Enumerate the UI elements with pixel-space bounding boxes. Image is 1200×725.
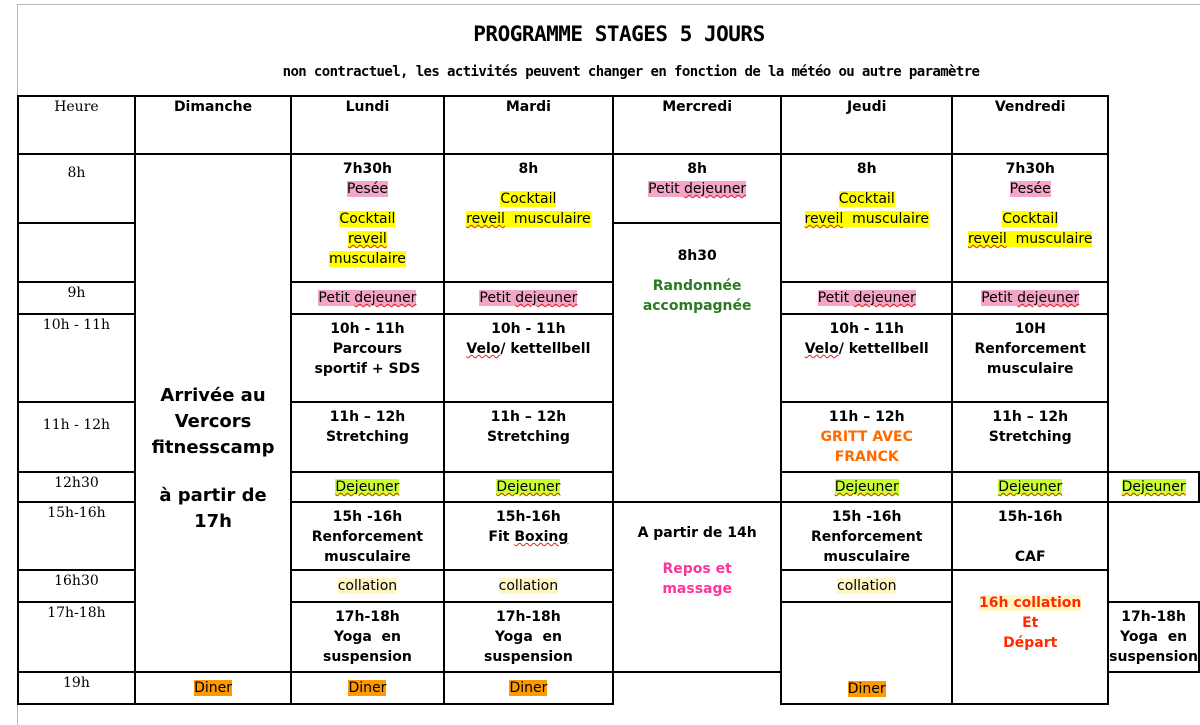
vendredi-caf: CAF [1014,549,1046,565]
mardi-17h-line1: Yoga en [494,629,562,645]
mercredi-diner: Diner [847,681,886,697]
mardi-8h-time: 8h [518,161,539,177]
mardi-16h30-cell [444,570,614,602]
day-header-mardi: Mardi [444,96,614,154]
mardi-boxing: Boxing [514,529,569,545]
jeudi-9h-cell [781,282,952,314]
hour-16h30: 16h30 [18,570,135,602]
vendredi-11h-cell [952,402,1108,472]
hour-11h: 11h - 12h [18,402,135,472]
jeudi-reveil: reveil [804,211,844,227]
jeudi-diner: Diner [509,680,548,696]
lundi-10h-line2: sportif + SDS [314,361,421,377]
jeudi-cocktail: Cocktail [838,191,895,207]
mardi-musculaire: musculaire [513,211,591,227]
mercredi-rando-time: 8h30 [677,248,717,264]
lundi-collation: collation [337,578,398,594]
jeudi-17h-line2: suspension [1109,649,1198,665]
arrival-line-1: Arrivée au [160,385,266,406]
hour-8h-spacer [18,223,135,282]
lundi-diner: Diner [194,680,232,696]
vendredi-10h-time: 10H [1014,321,1046,337]
vendredi-depart-line3: Départ [1003,635,1058,651]
vendredi-15h-time: 15h-16h [997,509,1063,525]
vendredi-12h30-cell [1108,472,1199,502]
mardi-8h-cell [444,154,614,282]
mardi-velo: Velo [466,341,501,357]
hour-19h: 19h [18,672,135,704]
lundi-11h-cell [291,402,443,472]
lundi-musculaire: musculaire [329,251,406,267]
jeudi-11h-cell [781,402,952,472]
jeudi-15h-line1: Renforcement [811,529,923,545]
lundi-11h-time: 11h – 12h [329,409,406,425]
mardi-11h-time: 11h – 12h [490,409,567,425]
vendredi-9h-cell [952,282,1108,314]
jeudi-petit-dejeuner: Petit dejeuner [817,290,916,306]
lundi-15h-line2: musculaire [324,549,411,565]
lundi-17h-line1: Yoga en [333,629,401,645]
arrival-line-3: fitnesscamp [151,437,275,458]
vendredi-dejeuner: Dejeuner [1121,479,1186,495]
lundi-reveil: reveil [348,231,387,247]
lundi-9h-cell [291,282,443,314]
header-row [18,96,1199,154]
jeudi-collation: collation [837,578,897,594]
jeudi-musculaire: musculaire [852,211,929,227]
lundi-15h-cell [291,502,443,570]
mardi-kettellbell: / kettellbell [500,341,591,357]
mardi-17h-cell [444,602,614,672]
day-header-lundi: Lundi [291,96,443,154]
jeudi-8h-time: 8h [856,161,877,177]
jeudi-velo: Velo [804,341,839,357]
lundi-19h-cell [135,672,291,704]
lundi-10h-time: 10h - 11h [330,321,405,337]
lundi-17h-time: 17h-18h [335,609,400,625]
jeudi-10h-time: 10h - 11h [829,321,904,337]
jeudi-16h30-cell [781,570,952,602]
mardi-collation: collation [498,578,559,594]
mardi-15h-time: 15h-16h [496,509,561,525]
jeudi-12h30-cell [952,472,1108,502]
mardi-diner: Diner [348,680,387,696]
lundi-12h30-cell [291,472,443,502]
jeudi-11h-line2: FRANCK [834,449,899,465]
sunday-arrival-cell [135,154,291,672]
lundi-17h-line2: suspension [323,649,412,665]
lundi-dejeuner: Dejeuner [335,479,400,495]
mercredi-14h-line1: A partir de 14h [637,525,757,541]
mardi-11h-line1: Stretching [486,429,570,445]
lundi-10h-cell [291,314,443,402]
jeudi-11h-line1: GRITT AVEC [820,429,913,445]
mardi-dejeuner: Dejeuner [496,479,561,495]
mardi-11h-cell [444,402,614,472]
vendredi-10h-line2: musculaire [986,361,1074,377]
jeudi-10h-cell [781,314,952,402]
jeudi-15h-time: 15h -16h [831,509,902,525]
lundi-8h-cell [291,154,443,282]
vendredi-pesee: Pesée [1009,181,1051,197]
vendredi-15h-cell [952,502,1108,570]
hour-10h: 10h - 11h [18,314,135,402]
mardi-15h-cell [444,502,614,570]
heure-header: Heure [18,96,135,154]
lundi-10h-line1: Parcours [332,341,403,357]
vendredi-8h-time: 7h30h [1005,161,1055,177]
arrival-line-2: Vercors [174,411,252,432]
mardi-17h-line2: suspension [483,649,573,665]
mercredi-repos: Repos et [662,561,732,577]
mercredi-dejeuner: Dejeuner [834,479,899,495]
mardi-17h-time: 17h-18h [496,609,561,625]
lundi-cocktail: Cocktail [339,211,396,227]
vendredi-depart-line2: Et [1022,615,1039,631]
vendredi-reveil: reveil [967,231,1007,247]
mardi-9h-cell [444,282,614,314]
mercredi-rando-cell [613,223,781,502]
jeudi-15h-line2: musculaire [823,549,911,565]
jeudi-11h-time: 11h – 12h [828,409,905,425]
mardi-12h30-cell [444,472,614,502]
lundi-11h-line1: Stretching [325,429,409,445]
hour-8h: 8h [18,154,135,223]
page-title: PROGRAMME STAGES 5 JOURS [473,22,765,46]
vendredi-depart-cell [952,570,1108,704]
lundi-17h-cell [291,602,443,672]
lundi-petit-dejeuner: Petit dejeuner [318,290,417,306]
vendredi-depart-line1: 16h collation [979,595,1082,611]
day-header-mercredi: Mercredi [613,96,781,154]
jeudi-15h-cell [781,502,952,570]
mercredi-14h-cell [613,502,781,672]
row-8h [18,154,1199,223]
hour-15h: 15h-16h [18,502,135,570]
lundi-16h30-cell [291,570,443,602]
mercredi-evening-cell [781,602,952,704]
mardi-cocktail: Cocktail [500,191,557,207]
lundi-pesee: Pesée [346,181,388,197]
mardi-10h-time: 10h - 11h [491,321,566,337]
vendredi-8h-cell [952,154,1108,282]
lundi-15h-time: 15h -16h [332,509,403,525]
day-header-dimanche: Dimanche [135,96,291,154]
vendredi-musculaire: musculaire [1015,231,1093,247]
mercredi-massage: massage [662,581,732,597]
mercredi-petit-dejeuner: Petit dejeuner [648,181,747,197]
arrival-time-line-1: à partir de [159,485,267,506]
jeudi-dejeuner: Dejeuner [998,479,1063,495]
mercredi-rando-line2: accompagnée [642,298,752,314]
vendredi-10h-cell [952,314,1108,402]
vendredi-petit-dejeuner: Petit dejeuner [981,290,1080,306]
mardi-10h-cell [444,314,614,402]
mercredi-12h30-cell [781,472,952,502]
mardi-fit: Fit [488,529,510,545]
hour-17h: 17h-18h [18,602,135,672]
vendredi-10h-line1: Renforcement [974,341,1086,357]
jeudi-17h-line1: Yoga en [1120,629,1188,645]
mercredi-rando-line1: Randonnée [652,278,742,294]
vendredi-11h-time: 11h – 12h [992,409,1069,425]
mercredi-8h-cell [613,154,781,223]
page-subtitle: non contractuel, les activités peuvent changer en fonction de la météo ou autre paramètre [282,64,980,80]
mardi-19h-cell [291,672,443,704]
schedule-table [17,95,1200,705]
day-header-vendredi: Vendredi [952,96,1108,154]
day-header-jeudi: Jeudi [781,96,952,154]
jeudi-19h-cell [444,672,614,704]
lundi-8h-time: 7h30h [342,161,392,177]
hour-9h: 9h [18,282,135,314]
arrival-time-line-2: 17h [194,511,232,532]
vendredi-11h-line1: Stretching [988,429,1072,445]
mercredi-8h-time: 8h [687,161,708,177]
hour-12h30: 12h30 [18,472,135,502]
jeudi-kettellbell: / kettellbell [838,341,929,357]
vendredi-cocktail: Cocktail [1002,211,1059,227]
jeudi-17h-cell [1108,602,1199,672]
mardi-reveil: reveil [466,211,505,227]
mardi-petit-dejeuner: Petit dejeuner [479,290,578,306]
jeudi-8h-cell [781,154,952,282]
jeudi-17h-time: 17h-18h [1121,609,1186,625]
lundi-15h-line1: Renforcement [311,529,424,545]
